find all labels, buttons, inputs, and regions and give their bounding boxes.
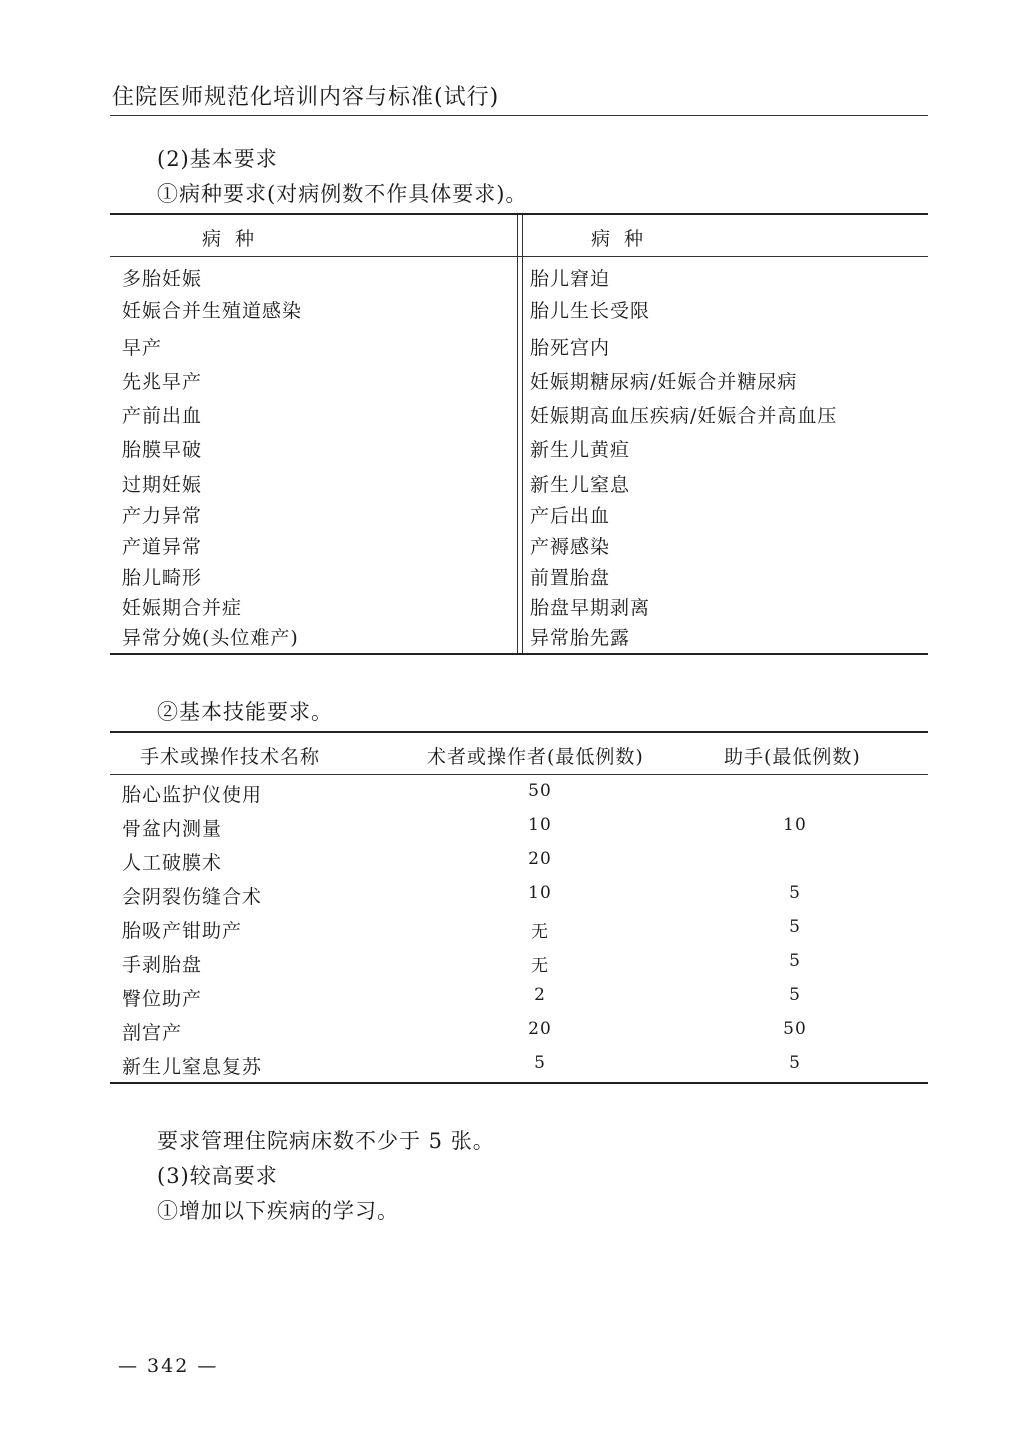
- skill-operator-count: 无: [531, 922, 549, 942]
- skill-procedure-name: 胎吸产钳助产: [122, 920, 243, 942]
- skill-operator-count: 50: [528, 781, 552, 801]
- disease-requirement-intro: ①病种要求(对病例数不作具体要求)。: [157, 182, 528, 206]
- section-heading-basic: (2)基本要求: [157, 147, 278, 171]
- disease-cell-right: 产褥感染: [530, 536, 611, 558]
- skill-operator-count: 10: [528, 883, 552, 903]
- disease-table-column-separator: [517, 215, 523, 653]
- disease-cell-right: 胎死宫内: [530, 337, 611, 359]
- disease-cell-right: 胎儿窘迫: [530, 268, 611, 290]
- disease-cell-right: 前置胎盘: [530, 567, 611, 589]
- skill-procedure-name: 人工破膜术: [122, 852, 223, 874]
- skill-operator-count: 20: [528, 1019, 552, 1039]
- disease-cell-right: 妊娠期高血压疾病/妊娠合并高血压: [530, 405, 838, 427]
- skill-requirement-intro: ②基本技能要求。: [157, 700, 333, 724]
- skill-procedure-name: 新生儿窒息复苏: [122, 1056, 263, 1078]
- disease-table-header-left: 病种: [202, 228, 269, 250]
- disease-cell-left: 先兆早产: [122, 371, 203, 393]
- skill-procedure-name: 骨盆内测量: [122, 818, 223, 840]
- disease-cell-right: 胎盘早期剥离: [530, 597, 651, 619]
- skill-assistant-count: 5: [789, 1053, 801, 1073]
- running-header: 住院医师规范化培训内容与标准(试行): [112, 85, 500, 110]
- page-number: — 342 —: [118, 1355, 219, 1377]
- disease-cell-left: 产道异常: [122, 536, 203, 558]
- skill-assistant-count: 5: [789, 883, 801, 903]
- skill-assistant-count: 5: [789, 951, 801, 971]
- disease-cell-left: 产前出血: [122, 405, 203, 427]
- disease-cell-right: 新生儿窒息: [530, 474, 631, 496]
- bed-requirement: 要求管理住院病床数不少于 5 张。: [157, 1129, 495, 1153]
- skill-operator-count: 20: [528, 849, 552, 869]
- disease-table: [110, 213, 928, 655]
- disease-cell-right: 新生儿黄疸: [530, 439, 631, 461]
- advanced-requirement-intro: ①增加以下疾病的学习。: [157, 1199, 399, 1223]
- skill-operator-count: 5: [534, 1053, 546, 1073]
- section-heading-advanced: (3)较高要求: [157, 1164, 278, 1188]
- skill-operator-count: 无: [531, 956, 549, 976]
- disease-cell-left: 早产: [122, 337, 163, 359]
- disease-cell-left: 胎儿畸形: [122, 567, 203, 589]
- skill-assistant-count: 5: [789, 917, 801, 937]
- disease-cell-right: 胎儿生长受限: [530, 300, 651, 322]
- skill-assistant-count: 10: [783, 815, 807, 835]
- skill-table-header: [110, 733, 928, 775]
- disease-table-header-right: 病种: [591, 228, 658, 250]
- disease-cell-left: 妊娠合并生殖道感染: [122, 300, 303, 322]
- disease-cell-right: 产后出血: [530, 505, 611, 527]
- disease-cell-right: 妊娠期糖尿病/妊娠合并糖尿病: [530, 371, 798, 393]
- skill-procedure-name: 会阴裂伤缝合术: [122, 886, 263, 908]
- disease-cell-right: 异常胎先露: [530, 627, 631, 649]
- skill-procedure-name: 手剥胎盘: [122, 954, 203, 976]
- header-rule: [110, 115, 928, 116]
- disease-cell-left: 妊娠期合并症: [122, 597, 243, 619]
- disease-cell-left: 产力异常: [122, 505, 203, 527]
- skill-procedure-name: 胎心监护仪使用: [122, 784, 263, 806]
- skill-table-header-procedure: 手术或操作技术名称: [140, 746, 321, 768]
- skill-table-header-operator: 术者或操作者(最低例数): [427, 746, 644, 768]
- skill-procedure-name: 臀位助产: [122, 988, 203, 1010]
- skill-table-header-assistant: 助手(最低例数): [724, 746, 861, 768]
- disease-cell-left: 多胎妊娠: [122, 268, 203, 290]
- skill-operator-count: 2: [534, 985, 546, 1005]
- skill-procedure-name: 剖宫产: [122, 1022, 183, 1044]
- skill-operator-count: 10: [528, 815, 552, 835]
- disease-cell-left: 过期妊娠: [122, 474, 203, 496]
- disease-cell-left: 异常分娩(头位难产): [122, 627, 299, 649]
- skill-assistant-count: 50: [783, 1019, 807, 1039]
- skill-table: [110, 731, 928, 1084]
- skill-assistant-count: 5: [789, 985, 801, 1005]
- disease-cell-left: 胎膜早破: [122, 439, 203, 461]
